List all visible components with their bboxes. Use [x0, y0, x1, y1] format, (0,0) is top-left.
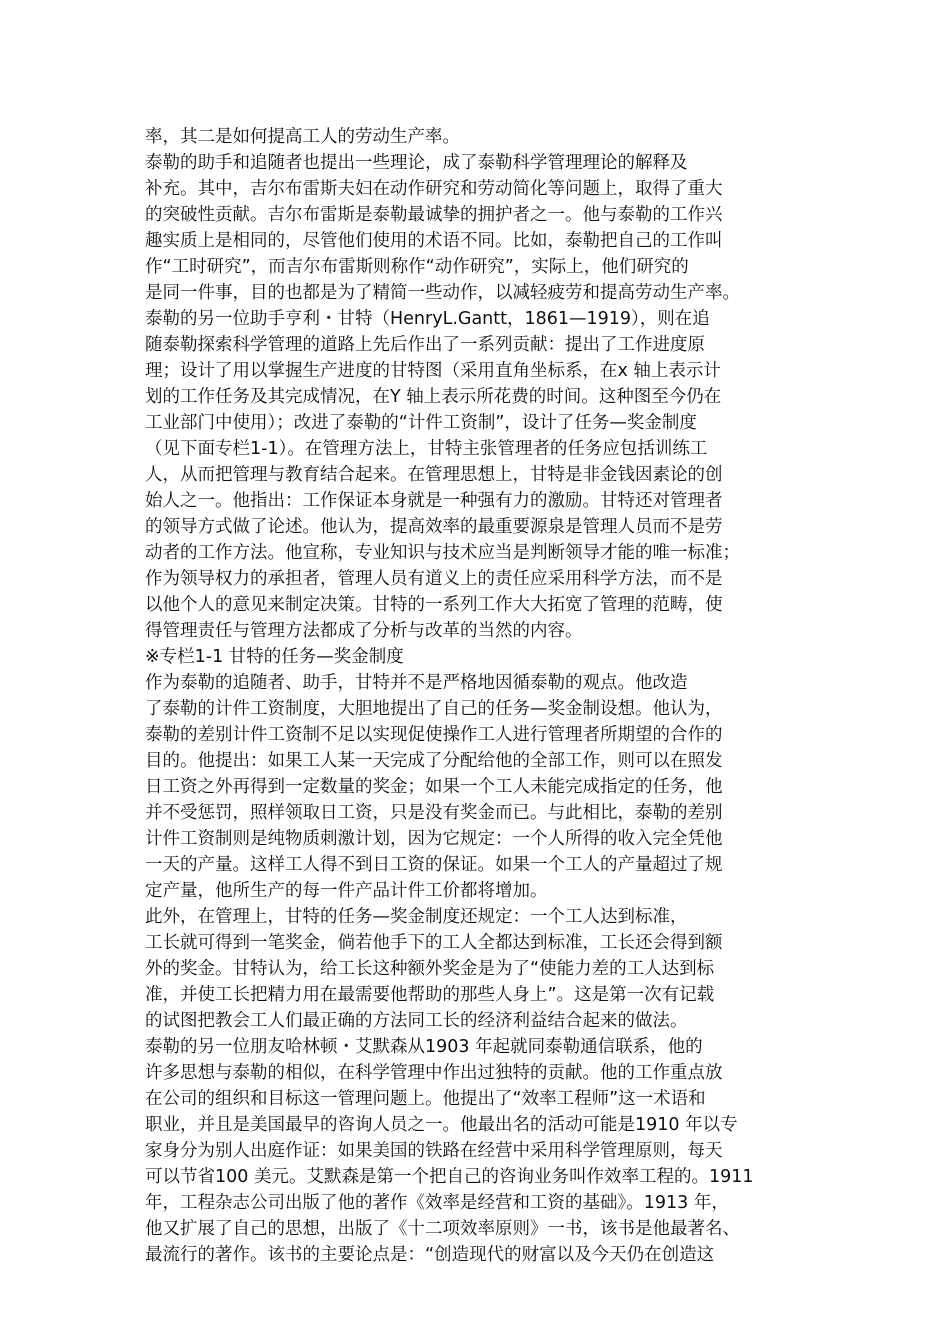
text-line: 工业部门中使用）；改进了泰勒的“计件工资制”，设计了任务—奖金制度 [145, 413, 697, 433]
text-line: 理；设计了用以掌握生产进度的甘特图（采用直角坐标系，在x 轴上表示计 [145, 361, 721, 381]
text-line: 得管理责任与管理方法都成了分析与改革的当然的内容。 [145, 621, 583, 641]
text-line: 率，其二是如何提高工人的劳动生产率。 [145, 127, 460, 147]
text-line: 职业，并且是美国最早的咨询人员之一。他最出名的活动可能是1910 年以专 [145, 1115, 738, 1135]
text-line: 准，并使工长把精力用在最需要他帮助的那些人身上”。这是第一次有记载 [145, 985, 715, 1005]
text-line: 作为泰勒的追随者、助手，甘特并不是严格地因循泰勒的观点。他改造 [145, 673, 688, 693]
text-line: 工长就可得到一笔奖金，倘若他手下的工人全都达到标准，工长还会得到额 [145, 933, 723, 953]
text-line: 补充。其中，吉尔布雷斯夫妇在动作研究和劳动简化等问题上，取得了重大 [145, 179, 723, 199]
text-line: 的领导方式做了论述。他认为，提高效率的最重要源泉是管理人员而不是劳 [145, 517, 723, 537]
text-line: 作“工时研究”，而吉尔布雷斯则称作“动作研究”，实际上，他们研究的 [145, 257, 689, 277]
text-line: 在公司的组织和目标这一管理问题上。他提出了“效率工程师”这一术语和 [145, 1089, 706, 1109]
text-line: 泰勒的差别计件工资制不足以实现促使操作工人进行管理者所期望的合作的 [145, 725, 723, 745]
text-line: 计件工资制则是纯物质刺激计划，因为它规定：一个人所得的收入完全凭他 [145, 829, 723, 849]
text-line: 并不受惩罚，照样领取日工资，只是没有奖金而已。与此相比，泰勒的差别 [145, 803, 723, 823]
text-line: 划的工作任务及其完成情况，在Y 轴上表示所花费的时间。这种图至今仍在 [145, 387, 722, 407]
text-line: 动者的工作方法。他宣称，专业知识与技术应当是判断领导才能的唯一标准； [145, 543, 740, 563]
text-line: 目的。他提出：如果工人某一天完成了分配给他的全部工作，则可以在照发 [145, 751, 723, 771]
text-line: 作为领导权力的承担者，管理人员有道义上的责任应采用科学方法，而不是 [145, 569, 723, 589]
text-line: 他又扩展了自己的思想，出版了《十二项效率原则》一书，该书是他最著名、 [145, 1219, 740, 1239]
text-line: （见下面专栏1-1）。在管理方法上，甘特主张管理者的任务应包括训练工 [145, 439, 708, 459]
text-line: 人，从而把管理与教育结合起来。在管理思想上，甘特是非金钱因素论的创 [145, 465, 723, 485]
document-body [145, 124, 805, 1268]
text-line: 了泰勒的计件工资制度，大胆地提出了自己的任务—奖金制设想。他认为， [145, 699, 723, 719]
text-line: 定产量，他所生产的每一件产品计件工价都将增加。 [145, 881, 548, 901]
text-line: 以他个人的意见来制定决策。甘特的一系列工作大大拓宽了管理的范畴，使 [145, 595, 723, 615]
text-line: 泰勒的助手和追随者也提出一些理论，成了泰勒科学管理理论的解释及 [145, 153, 688, 173]
text-line: 的试图把教会工人们最正确的方法同工长的经济利益结合起来的做法。 [145, 1011, 688, 1031]
text-line: 最流行的著作。该书的主要论点是：“创造现代的财富以及今天仍在创造这 [145, 1245, 715, 1265]
text-line: 的突破性贡献。吉尔布雷斯是泰勒最诚挚的拥护者之一。他与泰勒的工作兴 [145, 205, 723, 225]
text-line: 始人之一。他指出：工作保证本身就是一种强有力的激励。甘特还对管理者 [145, 491, 723, 511]
text-line: 趣实质上是相同的，尽管他们使用的术语不同。比如，泰勒把自己的工作叫 [145, 231, 723, 251]
text-line: 可以节省100 美元。艾默森是第一个把自己的咨询业务叫作效率工程的。1911 [145, 1167, 754, 1187]
text-line: 一天的产量。这样工人得不到日工资的保证。如果一个工人的产量超过了规 [145, 855, 723, 875]
text-line: 此外，在管理上，甘特的任务—奖金制度还规定：一个工人达到标准， [145, 907, 688, 927]
text-line: 泰勒的另一位朋友哈林顿・艾默森从1903 年起就同泰勒通信联系，他的 [145, 1037, 703, 1057]
text-line: 年，工程杂志公司出版了他的著作《效率是经营和工资的基础》。1913 年， [145, 1193, 729, 1213]
text-line: 随泰勒探索科学管理的道路上先后作出了一系列贡献：提出了工作进度原 [145, 335, 705, 355]
sidebar-heading: ※专栏1-1 甘特的任务—奖金制度 [145, 647, 404, 667]
text-line: 泰勒的另一位助手亨利・甘特（HenryL.Gantt，1861—1919），则在追 [145, 309, 710, 329]
text-line: 家身分为别人出庭作证：如果美国的铁路在经营中采用科学管理原则，每天 [145, 1141, 723, 1161]
text-line: 外的奖金。甘特认为，给工长这种额外奖金是为了“使能力差的工人达到标 [145, 959, 715, 979]
text-line: 日工资之外再得到一定数量的奖金；如果一个工人未能完成指定的任务，他 [145, 777, 723, 797]
text-line: 许多思想与泰勒的相似，在科学管理中作出过独特的贡献。他的工作重点放 [145, 1063, 723, 1083]
text-line: 是同一件事，目的也都是为了精简一些动作，以减轻疲劳和提高劳动生产率。 [145, 283, 740, 303]
